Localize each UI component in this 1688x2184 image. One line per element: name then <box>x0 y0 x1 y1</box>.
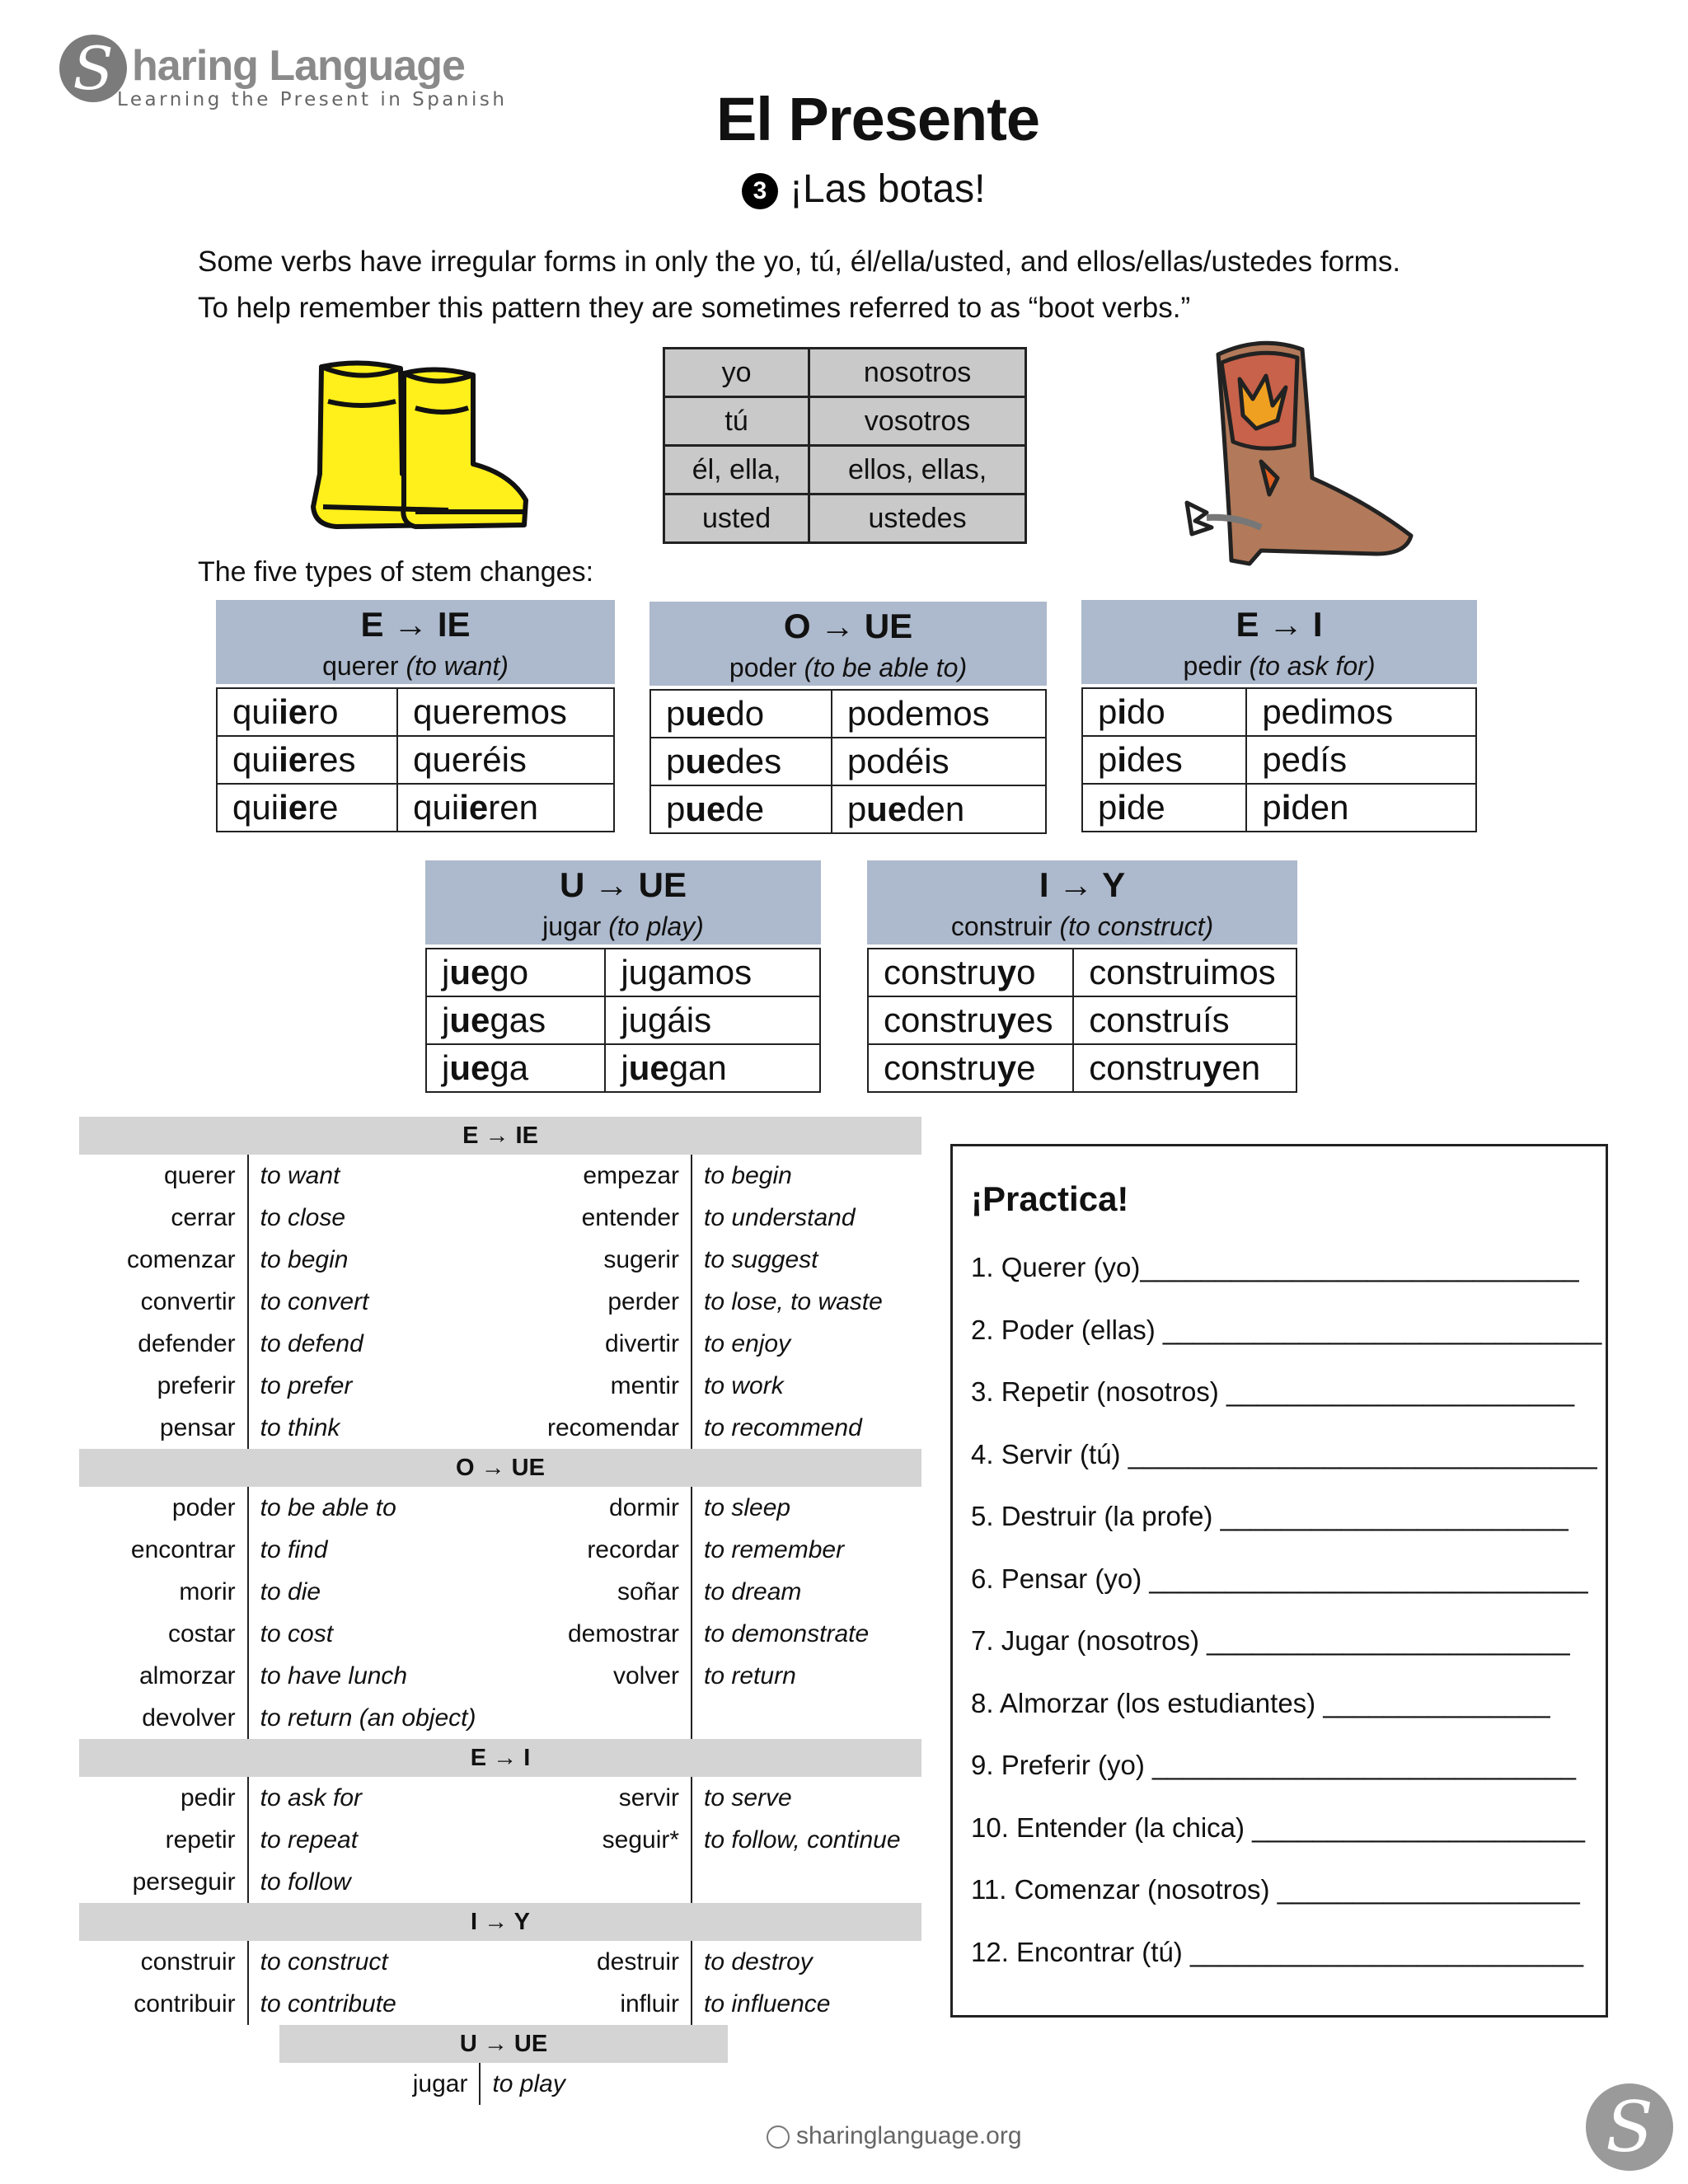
conj-cell: construyes <box>868 996 1073 1044</box>
spanish-verb: perder <box>607 1288 680 1315</box>
vocab-section-header: U → UE <box>279 2025 728 2063</box>
spanish-verb: pensar <box>159 1414 236 1441</box>
pronoun-cell: tú <box>664 397 809 446</box>
page-subtitle <box>742 166 985 212</box>
vocab-row <box>79 1323 921 1365</box>
practice-item[interactable]: 6. Pensar (yo) _____________________________ <box>971 1563 1588 1594</box>
english-meaning: to die <box>247 1571 502 1613</box>
english-meaning: to return <box>691 1655 921 1697</box>
page-title: El Presente <box>715 85 1040 153</box>
conj-cell: puedo <box>650 690 832 738</box>
pronoun-cell: ellos, ellas, <box>809 446 1026 494</box>
spanish-verb: comenzar <box>126 1246 236 1273</box>
footer-logo-icon: S <box>1586 2083 1673 2171</box>
conj-cell: quiiere <box>217 784 397 832</box>
verb-box-header <box>425 860 821 944</box>
infinitive-meaning: (to want) <box>406 651 509 681</box>
section-number-badge: 3 <box>742 173 778 209</box>
vocab-section <box>79 1941 921 2025</box>
verb-box-e-ie <box>216 600 615 832</box>
practice-box <box>950 1144 1608 2018</box>
conj-cell: jugamos <box>605 949 820 996</box>
logo-icon: S <box>59 35 127 102</box>
spanish-verb: devolver <box>142 1704 236 1732</box>
practice-item[interactable]: 5. Destruir (la profe) _______________________ <box>971 1501 1568 1531</box>
vocab-section-header: I → Y <box>79 1903 921 1941</box>
conj-cell: quiieres <box>217 736 397 784</box>
spanish-verb: almorzar <box>138 1662 236 1690</box>
vocab-row <box>79 1487 921 1529</box>
globe-icon <box>767 2125 790 2149</box>
vocab-section-header: O → UE <box>79 1449 921 1487</box>
english-meaning: to follow <box>247 1861 502 1903</box>
spanish-verb: jugar <box>412 2070 468 2097</box>
verb-box-header <box>867 860 1297 944</box>
stem-changes-label: The five types of stem changes: <box>198 556 594 588</box>
english-meaning: to want <box>247 1155 502 1197</box>
spanish-verb: seguir* <box>602 1826 680 1854</box>
english-meaning: to close <box>247 1197 502 1239</box>
conj-cell: juega <box>426 1044 605 1092</box>
spanish-verb: mentir <box>610 1372 680 1399</box>
spanish-verb: servir <box>618 1784 680 1811</box>
pronoun-cell: yo <box>664 349 809 397</box>
spanish-verb: empezar <box>583 1162 680 1189</box>
english-meaning: to follow, continue <box>691 1819 921 1861</box>
conj-cell: construyen <box>1073 1044 1296 1092</box>
english-meaning: to cost <box>247 1613 502 1655</box>
english-meaning: to prefer <box>247 1365 502 1407</box>
english-meaning: to remember <box>691 1529 921 1571</box>
spanish-verb: cerrar <box>171 1204 236 1231</box>
infinitive-label: jugar (to play) <box>542 912 704 941</box>
english-meaning: to lose, to waste <box>691 1281 921 1323</box>
vocab-row <box>79 1861 921 1903</box>
cowboy-boot-icon <box>1170 330 1418 577</box>
english-meaning: to begin <box>691 1155 921 1197</box>
conj-cell: juegan <box>605 1044 820 1092</box>
conj-cell: piden <box>1246 784 1476 832</box>
pronoun-table <box>663 347 1027 544</box>
conj-cell: pides <box>1082 736 1246 784</box>
spanish-verb: perseguir <box>132 1868 236 1896</box>
verb-box-i-y <box>867 860 1297 1093</box>
english-meaning: to think <box>247 1407 502 1449</box>
spanish-verb: encontrar <box>130 1536 236 1563</box>
english-meaning: to find <box>247 1529 502 1571</box>
spanish-verb: destruir <box>596 1948 680 1975</box>
spanish-verb: querer <box>163 1162 236 1189</box>
spanish-verb <box>502 1861 691 1903</box>
pronoun-cell: ustedes <box>809 494 1026 543</box>
spanish-verb: recomendar <box>546 1414 680 1441</box>
pronoun-cell: vosotros <box>809 397 1026 446</box>
english-meaning: to enjoy <box>691 1323 921 1365</box>
pattern-label: O → UE <box>783 607 913 645</box>
spanish-verb: sugerir <box>603 1246 680 1273</box>
english-meaning: to destroy <box>691 1941 921 1983</box>
english-meaning: to convert <box>247 1281 502 1323</box>
conj-cell: podéis <box>832 738 1046 785</box>
english-meaning: to dream <box>691 1571 921 1613</box>
vocab-row <box>79 1655 921 1697</box>
english-meaning <box>691 1697 921 1739</box>
practice-item[interactable]: 4. Servir (tú) _______________________________ <box>971 1438 1597 1469</box>
spanish-verb: morir <box>179 1578 236 1605</box>
practice-item[interactable]: 3. Repetir (nosotros) _______________________ <box>971 1376 1575 1407</box>
vocab-row <box>79 1983 921 2025</box>
vocab-row <box>279 2063 728 2105</box>
infinitive: querer <box>322 651 399 681</box>
spanish-verb: repetir <box>165 1826 236 1854</box>
spanish-verb: costar <box>167 1620 236 1647</box>
spanish-verb: construir <box>140 1948 236 1975</box>
conjugation-table <box>867 948 1297 1093</box>
infinitive-label: poder (to be able to) <box>729 653 968 682</box>
spanish-verb: preferir <box>157 1372 236 1399</box>
practice-heading: ¡Practica! <box>971 1179 1129 1218</box>
conj-cell: puede <box>650 785 832 833</box>
conj-cell: quiiero <box>217 688 397 736</box>
practice-item[interactable]: 8. Almorzar (los estudiantes) _______________ <box>971 1687 1550 1718</box>
english-meaning: to begin <box>247 1239 502 1281</box>
conj-cell: construyo <box>868 949 1073 996</box>
conj-cell: pedimos <box>1246 688 1476 736</box>
vocab-row <box>79 1407 921 1449</box>
english-meaning: to understand <box>691 1197 921 1239</box>
english-meaning: to construct <box>247 1941 502 1983</box>
pattern-label: U → UE <box>559 865 687 904</box>
practice-item[interactable]: 1. Querer (yo)_____________________________ <box>971 1252 1579 1282</box>
vocab-row <box>79 1365 921 1407</box>
intro-line-1: Some verbs have irregular forms in only the yo, tú, él/ella/usted, and ellos/ellas/ustedes forms. <box>198 246 1401 278</box>
conj-cell: pueden <box>832 785 1046 833</box>
footer-site[interactable] <box>767 2122 1022 2150</box>
english-meaning: to serve <box>691 1777 921 1819</box>
spanish-verb: volver <box>613 1662 680 1690</box>
pronoun-cell: usted <box>664 494 809 543</box>
conjugation-table <box>1081 687 1477 832</box>
verb-box-header <box>649 602 1047 686</box>
vocab-row <box>79 1819 921 1861</box>
vocab-section <box>79 1155 921 1449</box>
english-meaning: to influence <box>691 1983 921 2025</box>
intro-line-2: To help remember this pattern they are sometimes referred to as “boot verbs.” <box>198 292 1191 324</box>
conj-cell: podemos <box>832 690 1046 738</box>
pattern-label: E → I <box>1236 605 1323 644</box>
vocab-section <box>79 1487 921 1739</box>
infinitive-label: construir (to construct) <box>950 912 1214 941</box>
english-meaning: to ask for <box>247 1777 502 1819</box>
infinitive-label <box>216 648 615 684</box>
pattern-label: I → Y <box>1039 865 1126 904</box>
spanish-verb: influir <box>620 1990 680 2018</box>
conj-cell: queremos <box>397 688 614 736</box>
english-meaning: to demonstrate <box>691 1613 921 1655</box>
verb-box-header <box>216 600 615 684</box>
footer-url[interactable]: sharinglanguage.org <box>796 2122 1022 2149</box>
conj-cell: construye <box>868 1044 1073 1092</box>
rain-boots-icon <box>303 350 541 541</box>
spanish-verb: dormir <box>609 1494 680 1521</box>
practice-item[interactable]: 2. Poder (ellas) _____________________________ <box>971 1314 1602 1345</box>
spanish-verb: contribuir <box>134 1990 236 2018</box>
english-meaning: to work <box>691 1365 921 1407</box>
conj-cell: quiieren <box>397 784 614 832</box>
vocab-row <box>79 1239 921 1281</box>
verb-box-u-ue <box>425 860 821 1093</box>
pronoun-cell: él, ella, <box>664 446 809 494</box>
conj-cell: queréis <box>397 736 614 784</box>
english-meaning: to have lunch <box>247 1655 502 1697</box>
conj-cell: pide <box>1082 784 1246 832</box>
conj-cell: pido <box>1082 688 1246 736</box>
subtitle-text: ¡Las botas! <box>790 167 986 211</box>
brand-name: haring Language <box>132 42 465 90</box>
practice-item[interactable]: 7. Jugar (nosotros) ________________________ <box>971 1625 1570 1656</box>
spanish-verb: recordar <box>587 1536 680 1563</box>
spanish-verb: soñar <box>617 1578 680 1605</box>
spanish-verb: defender <box>138 1330 236 1357</box>
vocab-section <box>79 1777 921 1903</box>
vocab-row <box>79 1613 921 1655</box>
english-meaning: to suggest <box>691 1239 921 1281</box>
verb-box-e-i <box>1081 600 1477 832</box>
spanish-verb: entender <box>581 1204 680 1231</box>
practice-item[interactable]: 10. Entender (la chica) ______________________ <box>971 1811 1585 1843</box>
practice-item[interactable]: 12. Encontrar (tú) __________________________ <box>971 1936 1584 1967</box>
vocab-row <box>79 1941 921 1983</box>
conj-cell: pedís <box>1246 736 1476 784</box>
vocab-row <box>79 1281 921 1323</box>
pattern-label: E → IE <box>360 605 471 644</box>
vocab-row <box>79 1529 921 1571</box>
infinitive-label: pedir (to ask for) <box>1183 651 1376 681</box>
verb-box-header <box>1081 600 1477 684</box>
english-meaning <box>691 1861 921 1903</box>
vocab-section-header: E → I <box>79 1739 921 1777</box>
conjugation-table <box>216 687 615 832</box>
english-meaning: to repeat <box>247 1819 502 1861</box>
english-meaning: to defend <box>247 1323 502 1365</box>
conj-cell: construís <box>1073 996 1296 1044</box>
english-meaning: to contribute <box>247 1983 502 2025</box>
english-meaning: to return (an object) <box>247 1697 502 1739</box>
vocab-section-header: E → IE <box>79 1117 921 1155</box>
conjugation-table <box>649 689 1047 834</box>
conj-cell: juegas <box>426 996 605 1044</box>
practice-item[interactable]: 11. Comenzar (nosotros) ____________________ <box>971 1874 1580 1905</box>
vocab-row <box>79 1155 921 1197</box>
practice-item[interactable]: 9. Preferir (yo) ____________________________ <box>971 1750 1576 1780</box>
vocab-row <box>79 1571 921 1613</box>
brand-tagline: Learning the Present in Spanish <box>117 89 508 110</box>
vocab-row <box>79 1777 921 1819</box>
pronoun-cell: nosotros <box>809 349 1026 397</box>
conj-cell: jugáis <box>605 996 820 1044</box>
vocab-row <box>79 1697 921 1739</box>
conj-cell: juego <box>426 949 605 996</box>
english-meaning: to be able to <box>247 1487 502 1529</box>
english-meaning: to recommend <box>691 1407 921 1449</box>
conj-cell: puedes <box>650 738 832 785</box>
spanish-verb: convertir <box>140 1288 236 1315</box>
spanish-verb: divertir <box>605 1330 680 1357</box>
spanish-verb: demostrar <box>567 1620 680 1647</box>
vocab-row <box>79 1197 921 1239</box>
spanish-verb: pedir <box>180 1784 236 1811</box>
conjugation-table <box>425 948 821 1093</box>
verb-box-o-ue <box>649 602 1047 834</box>
spanish-verb <box>502 1697 691 1739</box>
english-meaning: to play <box>479 2063 728 2105</box>
vocab-list <box>79 1117 921 2105</box>
english-meaning: to sleep <box>691 1487 921 1529</box>
conj-cell: construimos <box>1073 949 1296 996</box>
spanish-verb: poder <box>171 1494 236 1521</box>
